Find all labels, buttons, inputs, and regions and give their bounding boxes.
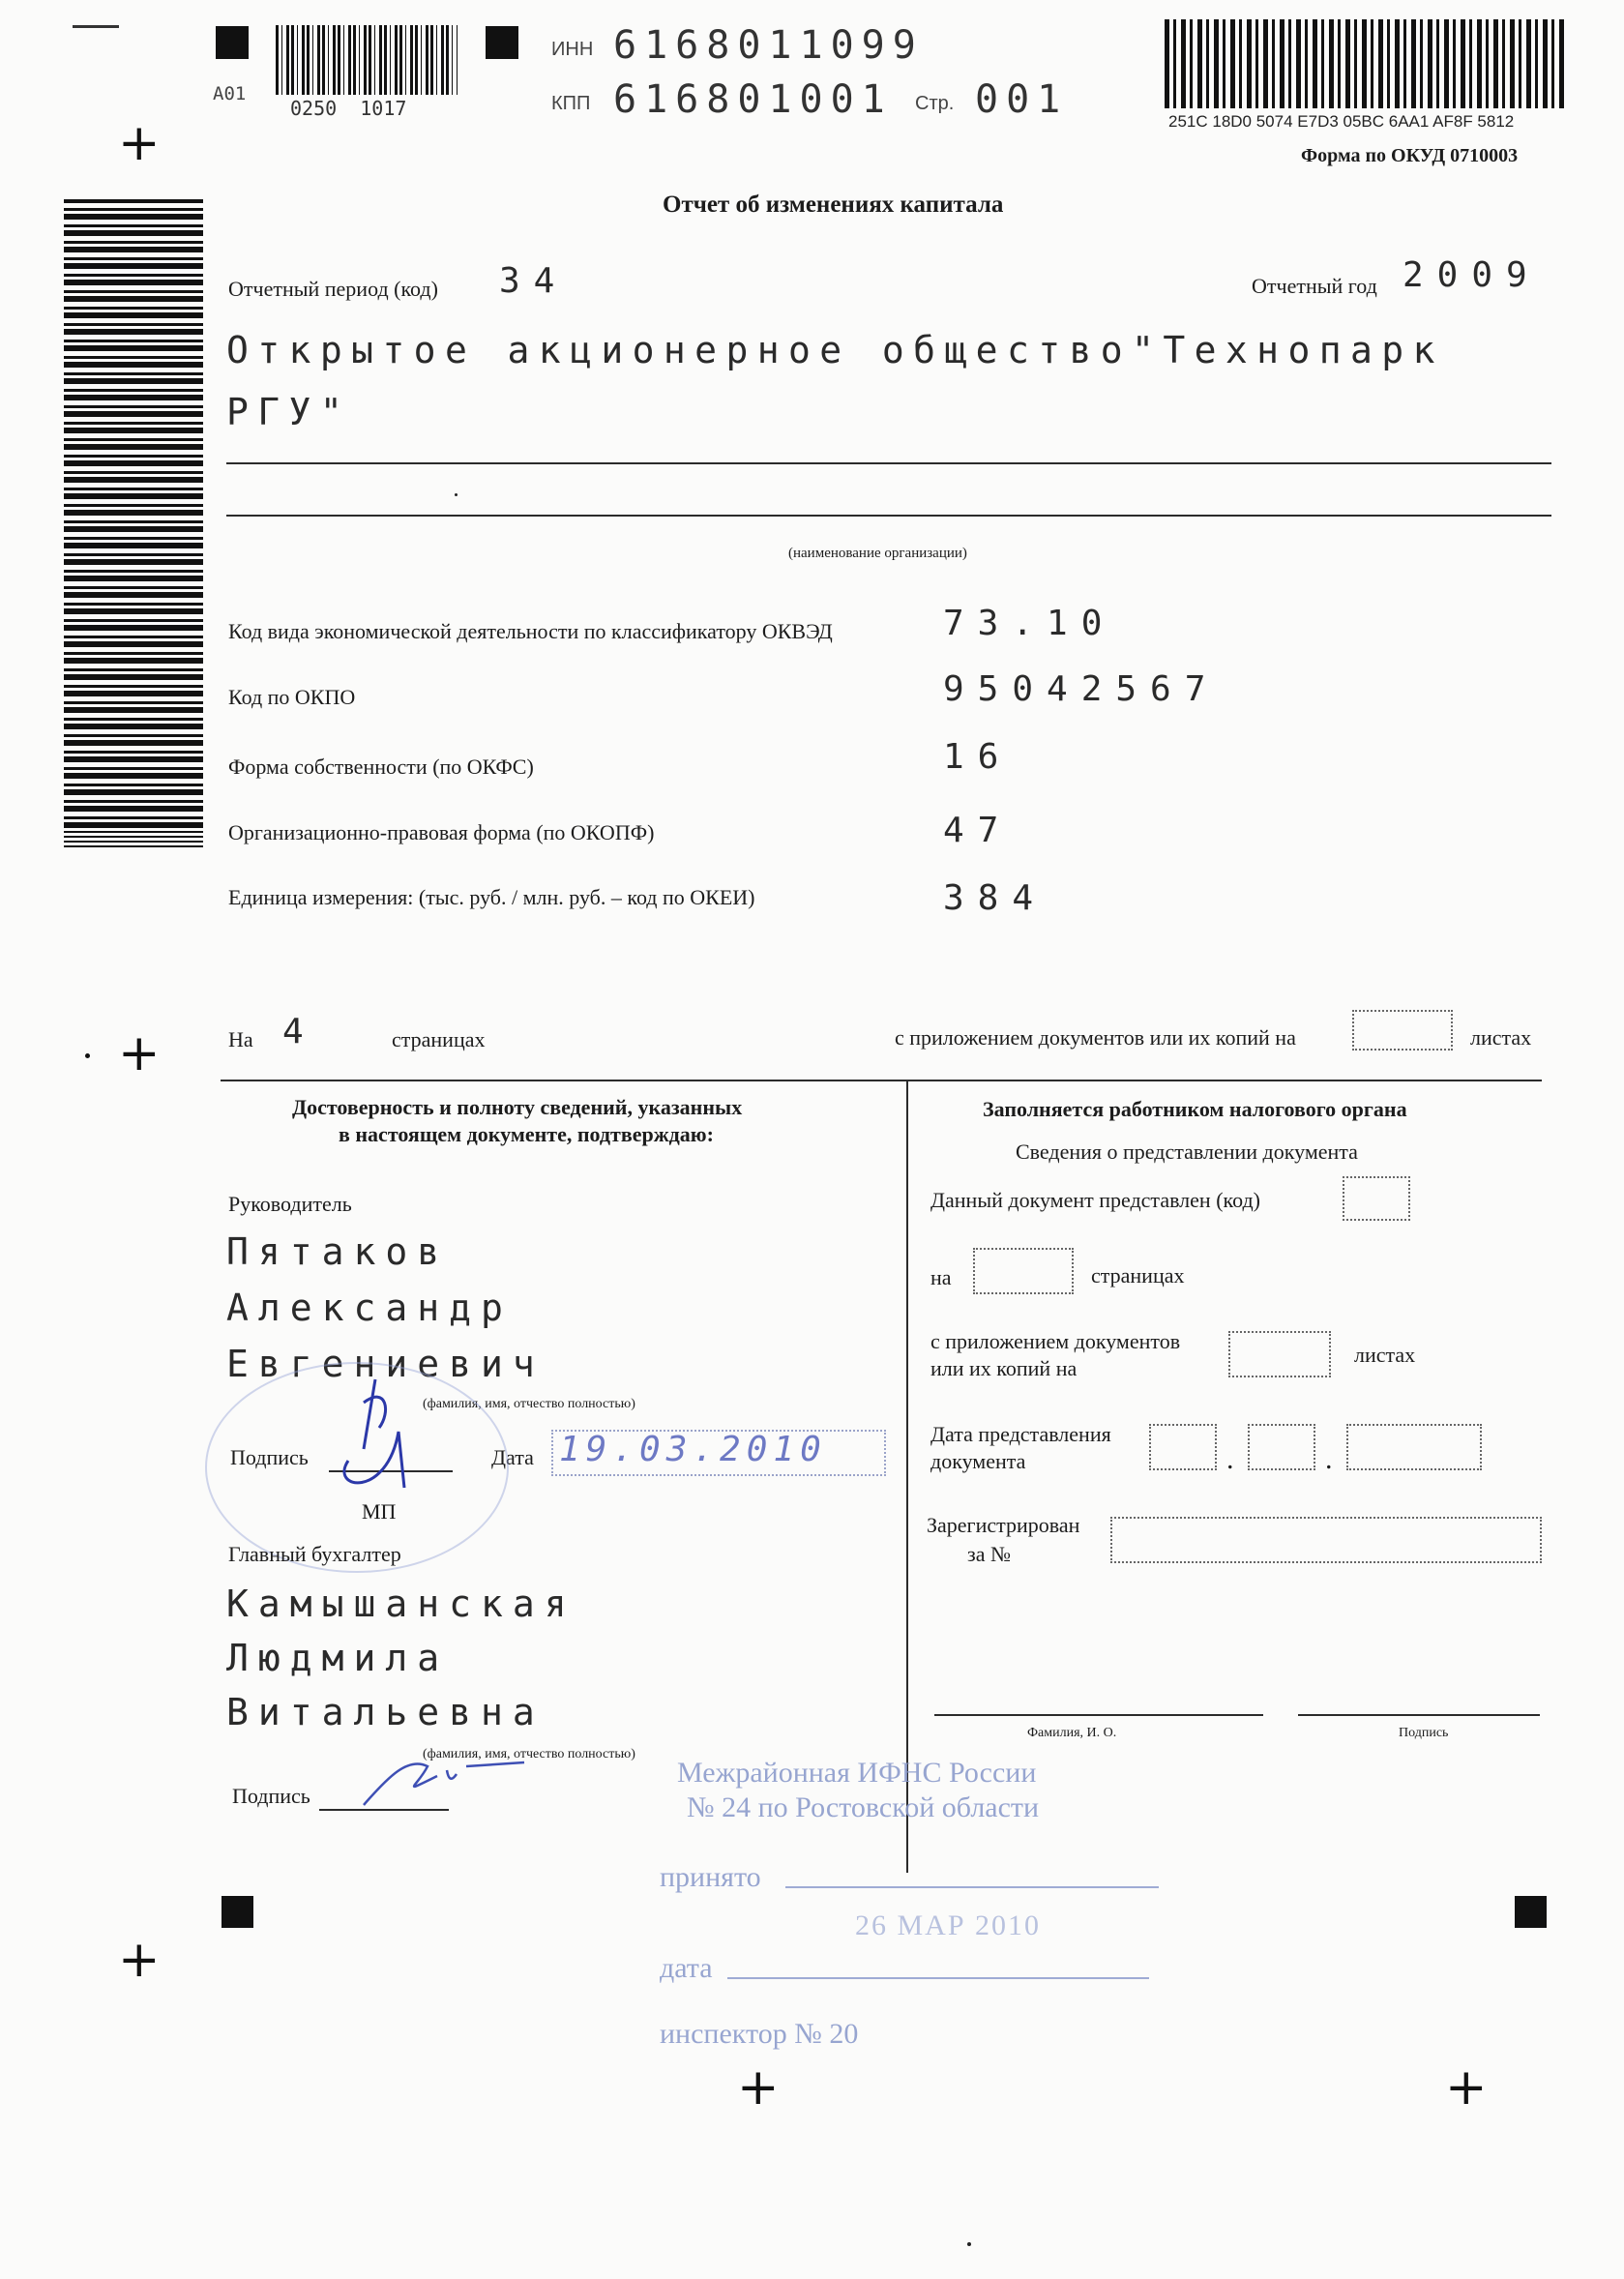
right-on-label: на [930, 1265, 952, 1289]
inspector-signature-caption: Подпись [1399, 1726, 1449, 1740]
head-surname: Пятаков [226, 1230, 450, 1273]
mp-label: МП [362, 1499, 397, 1524]
dot-mark [455, 493, 458, 496]
registration-cross: + [737, 2058, 780, 2116]
code-label-okpo: Код по ОКПО [228, 685, 356, 709]
head-patronymic: Евгениевич [226, 1343, 545, 1385]
right-heading: Заполняется работником налогового органа [983, 1097, 1407, 1121]
right-sheets-box[interactable] [1228, 1331, 1331, 1377]
inn-label: ИНН [551, 39, 594, 60]
year-value: 2009 [1403, 255, 1541, 295]
code-label-okved: Код вида экономической деятельности по классификатору ОКВЭД [228, 619, 833, 643]
stamp-accepted-date: 26 МАР 2010 [855, 1909, 1042, 1941]
date-dot: . [1226, 1443, 1234, 1475]
submission-month-box[interactable] [1248, 1424, 1315, 1470]
submission-day-box[interactable] [1149, 1424, 1217, 1470]
date-dot: . [1325, 1443, 1333, 1475]
okud-label: Форма по ОКУД 0710003 [1301, 145, 1519, 166]
code-label-okopf: Организационно-правовая форма (по ОКОПФ) [228, 820, 655, 844]
dot-mark [967, 2242, 971, 2246]
submission-date-label-2: документа [930, 1449, 1026, 1473]
kpp-value: 616801001 [613, 77, 893, 122]
inspector-signature-line [1298, 1714, 1540, 1716]
corner-marker-square [1515, 1896, 1547, 1928]
head-date-value: 19.03.2010 [559, 1430, 827, 1469]
pages-count: 4 [282, 1012, 317, 1051]
presented-label: Данный документ представлен (код) [930, 1188, 1260, 1212]
inspector-name-line [934, 1714, 1263, 1716]
pages-attach-label: с приложением документов или их копий на [895, 1025, 1296, 1050]
code-value-okpo: 95042567 [943, 669, 1220, 709]
barcode-number: 0250 1017 [290, 97, 407, 120]
code-value-okei: 384 [943, 878, 1048, 918]
qr-code-top [1165, 19, 1567, 108]
stamp-accepted: принято [660, 1861, 761, 1893]
accountant-patronymic: Витальевна [226, 1691, 545, 1733]
right-subheading: Сведения о представлении документа [1016, 1140, 1358, 1164]
page-label: Стр. [915, 93, 955, 114]
left-heading-line1: Достоверность и полноту сведений, указанных [292, 1095, 743, 1119]
head-fio-caption: (фамилия, имя, отчество полностью) [423, 1397, 635, 1411]
org-caption: (наименование организации) [788, 546, 967, 561]
form-code-a01: A01 [213, 83, 247, 104]
accountant-first-name: Людмила [226, 1637, 450, 1679]
registration-cross: + [118, 1024, 161, 1082]
accountant-signature-label: Подпись [232, 1784, 310, 1808]
head-label: Руководитель [228, 1192, 352, 1216]
barcode [276, 25, 458, 95]
stamp-line1: Межрайонная ИФНС России [677, 1757, 1037, 1789]
period-value: 34 [499, 261, 569, 301]
head-date-label: Дата [491, 1445, 534, 1469]
attach-sheets-box[interactable] [1352, 1010, 1453, 1051]
registration-cross: + [1445, 2058, 1488, 2116]
kpp-label: КПП [551, 93, 591, 114]
accountant-label: Главный бухгалтер [228, 1542, 401, 1566]
left-heading-line2: в настоящем документе, подтверждаю: [339, 1122, 714, 1146]
pages-sheets-label: листах [1470, 1025, 1532, 1050]
accountant-signature [360, 1747, 534, 1815]
qr-code-text: 251C 18D0 5074 E7D3 05BC 6AA1 AF8F 5812 [1168, 112, 1515, 131]
code-value-okfs: 16 [943, 737, 1013, 777]
org-name-underline [226, 462, 1551, 464]
accountant-surname: Камышанская [226, 1583, 576, 1625]
side-barcode-bottom [64, 828, 203, 847]
stamp-date-label: дата [660, 1952, 713, 1984]
org-name-line1: Открытое акционерное общество"Технопарк [226, 329, 1444, 371]
registration-cross: + [118, 114, 161, 172]
submission-year-box[interactable] [1346, 1424, 1482, 1470]
head-first-name: Александр [226, 1287, 513, 1329]
code-label-okei: Единица измерения: (тыс. руб. / млн. руб. – код по ОКЕИ) [228, 885, 755, 909]
side-barcode [64, 199, 203, 828]
section-divider [221, 1080, 1542, 1081]
stamp-date-line [727, 1977, 1149, 1979]
accountant-fio-caption: (фамилия, имя, отчество полностью) [423, 1747, 635, 1761]
corner-marker-square [486, 26, 518, 59]
year-label: Отчетный год [1252, 274, 1377, 298]
pages-label: страницах [392, 1027, 486, 1051]
right-attach-label-2: или их копий на [930, 1356, 1078, 1380]
org-name-underline [226, 515, 1551, 517]
right-attach-label-1: с приложением документов [930, 1329, 1181, 1353]
code-value-okopf: 47 [943, 811, 1013, 850]
dot-mark [85, 1053, 90, 1058]
registered-label-2: за № [967, 1542, 1011, 1566]
inspector-name-caption: Фамилия, И. О. [1027, 1726, 1117, 1740]
header-dash [73, 25, 119, 28]
stamp-accepted-line [785, 1886, 1159, 1888]
registration-cross: + [118, 1931, 161, 1989]
stamp-inspector: инспектор № 20 [660, 2018, 859, 2050]
registration-number-box[interactable] [1110, 1517, 1542, 1563]
corner-marker-square [216, 26, 249, 59]
pages-on-label: На [228, 1027, 253, 1051]
page-value: 001 [975, 77, 1069, 122]
right-sheets-label: листах [1354, 1343, 1416, 1367]
period-label: Отчетный период (код) [228, 277, 438, 301]
org-name-line2: РГУ" [226, 391, 352, 433]
column-divider [906, 1080, 908, 1873]
right-pages-label: страницах [1091, 1263, 1185, 1287]
head-signature-label: Подпись [230, 1445, 309, 1469]
submission-date-label-1: Дата представления [930, 1422, 1111, 1446]
registered-label-1: Зарегистрирован [927, 1513, 1080, 1537]
stamp-line2: № 24 по Ростовской области [687, 1791, 1040, 1823]
presented-code-box[interactable] [1343, 1176, 1410, 1221]
report-title: Отчет об изменениях капитала [663, 192, 1004, 218]
code-label-okfs: Форма собственности (по ОКФС) [228, 755, 534, 779]
code-value-okved: 73.10 [943, 604, 1116, 643]
inn-value: 6168011099 [613, 23, 924, 68]
right-pages-box[interactable] [973, 1248, 1074, 1294]
corner-marker-square [221, 1896, 253, 1928]
